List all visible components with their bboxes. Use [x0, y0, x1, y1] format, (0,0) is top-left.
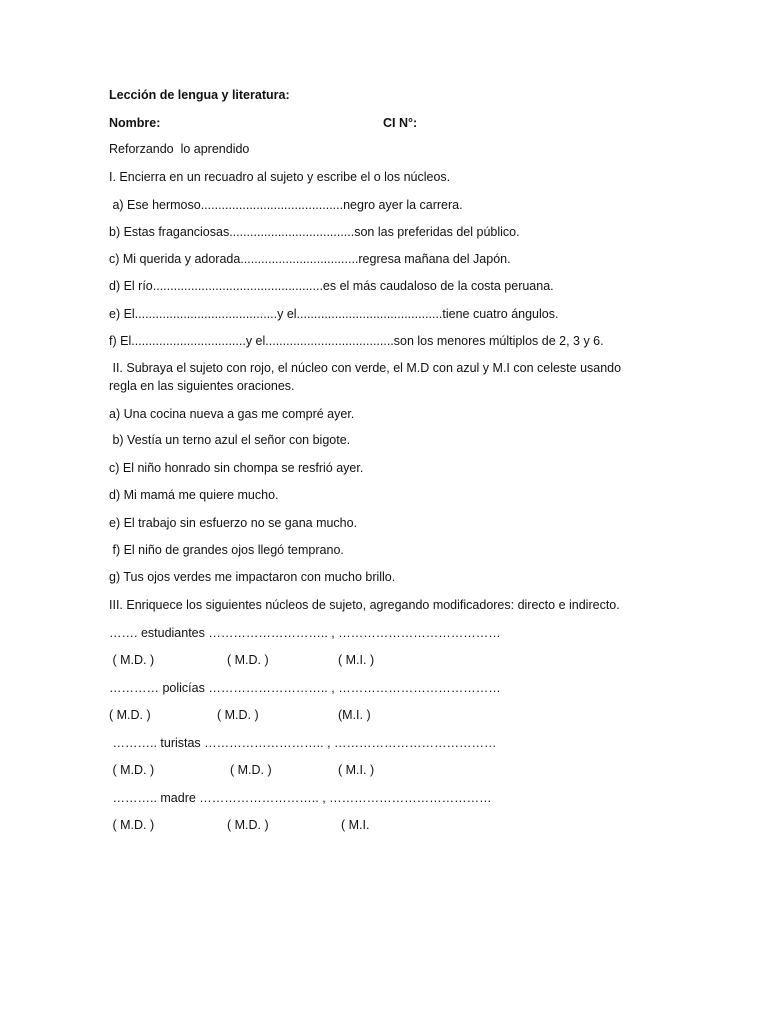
sentence-item: c) El niño honrado sin chompa se resfrió ayer. [109, 461, 364, 475]
modifier-label: ( M.D. ) [109, 653, 155, 667]
name-label: Nombre: [109, 116, 161, 130]
modifier-label: ( M.D. ) [109, 708, 151, 722]
modifier-label: ( M.I. ) [338, 653, 375, 667]
fill-in-line: ………… policías ……………………….. , ………………………………… [109, 681, 501, 695]
sentence-item: a) Una cocina nueva a gas me compré ayer. [109, 407, 355, 421]
exercise-item: a) Ese hermoso.........................................negro ayer la carrera. [109, 198, 463, 212]
modifier-label: (M.I. ) [338, 708, 371, 722]
sentence-item: d) Mi mamá me quiere mucho. [109, 488, 279, 502]
exercise-item: f) El.................................y el.....................................son los menores múltiplos de 2, 3 y 6. [109, 334, 604, 348]
modifier-label: ( M.D. ) [217, 708, 259, 722]
exercise-item: b) Estas fraganciosas....................................son las preferidas del público. [109, 225, 520, 239]
page-subtitle: Reforzando lo aprendido [109, 142, 250, 156]
fill-in-line: ……. estudiantes ……………………….. , ………………………………… [109, 626, 501, 640]
modifier-label: ( M.D. ) [227, 653, 269, 667]
sentence-item: g) Tus ojos verdes me impactaron con mucho brillo. [109, 570, 396, 584]
modifier-label: ( M.D. ) [227, 818, 269, 832]
modifier-label: ( M.D. ) [230, 763, 272, 777]
section-3-instruction: III. Enriquece los siguientes núcleos de sujeto, agregando modificadores: directo e indirecto. [109, 598, 620, 612]
modifier-label: ( M.I. ) [338, 763, 375, 777]
modifier-label: ( M.D. ) [109, 763, 155, 777]
exercise-item: c) Mi querida y adorada..................................regresa mañana del Japón. [109, 252, 511, 266]
fill-in-line: ……….. turistas ……………………….. , ………………………………… [109, 736, 497, 750]
exercise-item: d) El río.................................................es el más caudaloso de la costa peruana. [109, 279, 554, 293]
id-label: CI N°: [383, 116, 418, 130]
section-1-instruction: I. Encierra en un recuadro al sujeto y escribe el o los núcleos. [109, 170, 451, 184]
section-2-instruction: II. Subraya el sujeto con rojo, el núcleo con verde, el M.D con azul y M.I con celeste usando [109, 361, 622, 375]
page-title: Lección de lengua y literatura: [109, 88, 290, 102]
exercise-item: e) El.........................................y el..........................................tiene cuatro ángulos. [109, 307, 559, 321]
sentence-item: f) El niño de grandes ojos llegó temprano. [109, 543, 344, 557]
modifier-label: ( M.I. [341, 818, 370, 832]
section-2-instruction-continued: regla en las siguientes oraciones. [109, 379, 295, 393]
sentence-item: b) Vestía un terno azul el señor con bigote. [109, 433, 351, 447]
fill-in-line: ……….. madre ……………………….. , ………………………………… [109, 791, 492, 805]
sentence-item: e) El trabajo sin esfuerzo no se gana mucho. [109, 516, 358, 530]
modifier-label: ( M.D. ) [109, 818, 155, 832]
